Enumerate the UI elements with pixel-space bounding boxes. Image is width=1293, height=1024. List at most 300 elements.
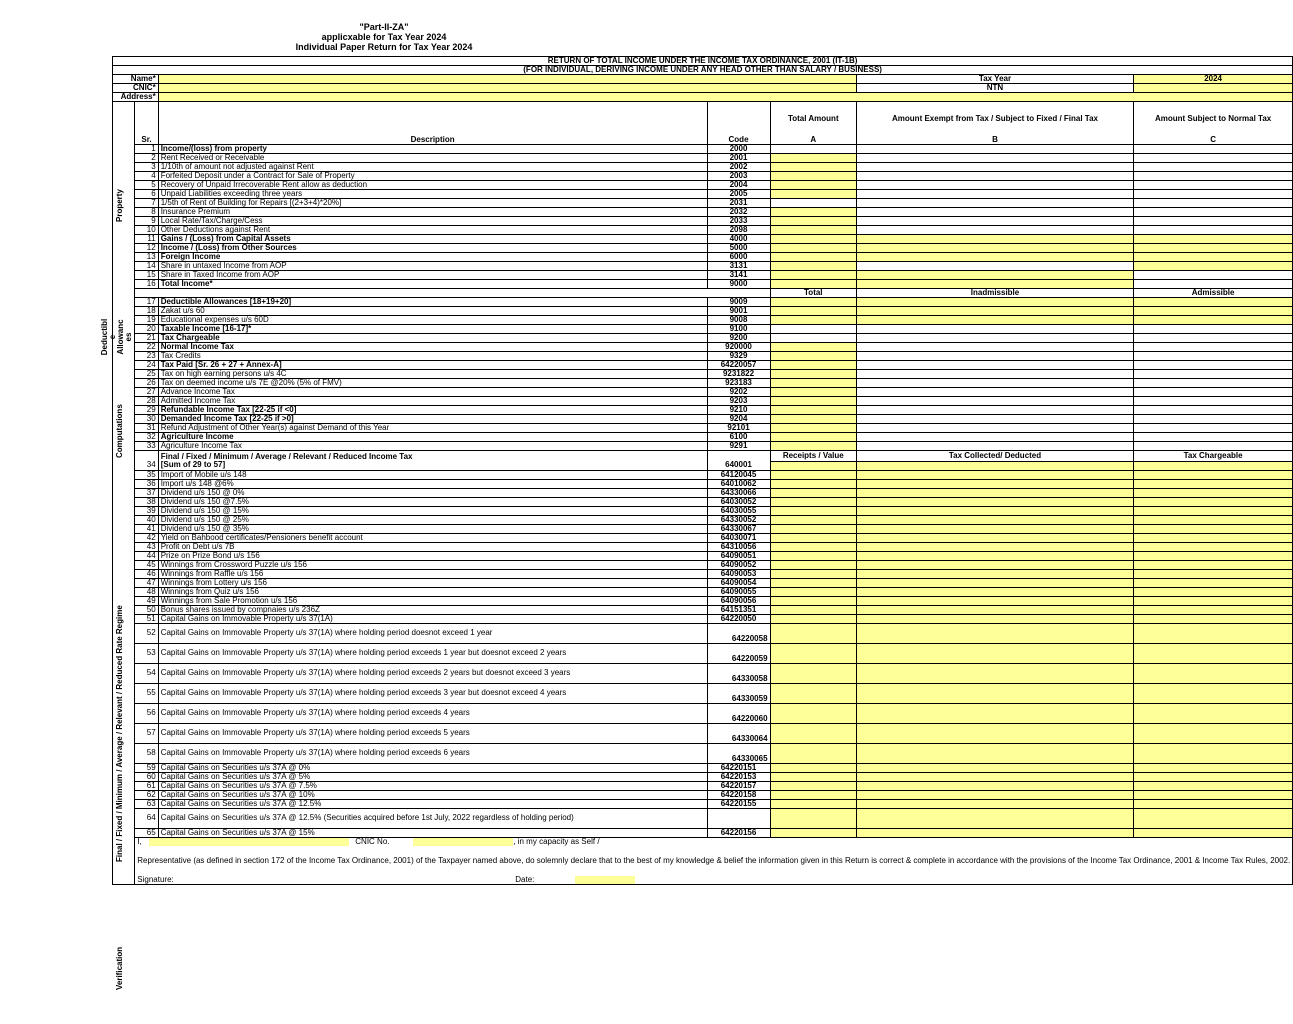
value-col-b[interactable]	[857, 163, 1134, 172]
value-col-c[interactable]	[1133, 271, 1292, 280]
value-col-a[interactable]	[770, 226, 857, 235]
row-sr: 57	[135, 723, 158, 743]
value-col-b[interactable]	[857, 253, 1134, 262]
row-sr: 5	[135, 181, 158, 190]
row-code: 64220155	[707, 799, 770, 808]
value-col-c[interactable]	[1133, 578, 1292, 587]
value-col-c[interactable]	[1133, 226, 1292, 235]
address-field[interactable]	[158, 93, 1293, 102]
value-col-b[interactable]	[857, 781, 1134, 790]
row-description: Tax Chargeable	[158, 334, 707, 343]
value-col-a[interactable]	[770, 551, 857, 560]
value-col-a[interactable]	[770, 208, 857, 217]
value-col-a[interactable]	[770, 569, 857, 578]
value-col-c[interactable]	[1133, 506, 1292, 515]
value-col-c[interactable]	[1133, 244, 1292, 253]
value-col-b[interactable]	[857, 479, 1134, 488]
row-code: 64220059	[707, 643, 770, 663]
row-code: 64090052	[707, 560, 770, 569]
value-col-b[interactable]	[857, 406, 1134, 415]
value-col-b[interactable]	[857, 663, 1134, 683]
row-code: 64220156	[707, 828, 770, 837]
value-col-c[interactable]	[1133, 406, 1292, 415]
row-code: 6100	[707, 433, 770, 442]
table-row	[113, 145, 1293, 154]
value-col-a[interactable]	[770, 663, 857, 683]
row34-title: Final / Fixed / Minimum / Average / Relevant / Reduced Income Tax	[158, 451, 707, 462]
value-col-c[interactable]	[1133, 743, 1292, 763]
value-col-b[interactable]	[857, 569, 1134, 578]
value-col-c[interactable]	[1133, 334, 1292, 343]
row-description: Educational expenses u/s 60D	[158, 316, 707, 325]
value-col-b[interactable]	[857, 235, 1134, 244]
value-col-a[interactable]	[770, 316, 857, 325]
value-col-a[interactable]	[770, 217, 857, 226]
row-sr: 58	[135, 743, 158, 763]
ntn-field[interactable]	[1133, 84, 1292, 93]
value-col-b[interactable]	[857, 828, 1134, 837]
table-row	[113, 334, 1293, 343]
value-col-c[interactable]	[1133, 397, 1292, 406]
row-side-blank	[113, 623, 135, 643]
value-col-c[interactable]	[1133, 703, 1292, 723]
row-side-blank	[113, 479, 135, 488]
value-col-c[interactable]	[1133, 262, 1292, 271]
row-code: 64030052	[707, 497, 770, 506]
row-description: Dividend u/s 150 @ 35%	[158, 524, 707, 533]
value-col-c[interactable]	[1133, 470, 1292, 479]
row-sr: 51	[135, 614, 158, 623]
table-row	[113, 551, 1293, 560]
value-col-a[interactable]	[770, 424, 857, 433]
value-col-a[interactable]	[770, 370, 857, 379]
value-col-c[interactable]	[1133, 325, 1292, 334]
value-col-a[interactable]	[770, 352, 857, 361]
value-col-a[interactable]	[770, 828, 857, 837]
table-row	[113, 560, 1293, 569]
value-col-a[interactable]	[770, 244, 857, 253]
table-row	[113, 723, 1293, 743]
value-col-a[interactable]	[770, 334, 857, 343]
value-col-b[interactable]	[857, 790, 1134, 799]
value-col-a[interactable]	[770, 587, 857, 596]
value-col-b[interactable]	[857, 808, 1134, 828]
value-col-c[interactable]	[1133, 190, 1292, 199]
value-col-a[interactable]	[770, 470, 857, 479]
value-col-c[interactable]	[1133, 424, 1292, 433]
row-sr: 10	[135, 226, 158, 235]
value-col-a[interactable]	[770, 307, 857, 316]
table-row	[113, 808, 1293, 828]
value-col-a[interactable]	[770, 433, 857, 442]
value-col-b[interactable]	[857, 370, 1134, 379]
value-col-a[interactable]	[770, 497, 857, 506]
row-code: 64010062	[707, 479, 770, 488]
row-code: 923183	[707, 379, 770, 388]
value-col-b[interactable]	[857, 154, 1134, 163]
value-col-c[interactable]	[1133, 235, 1292, 244]
value-col-b[interactable]	[857, 298, 1134, 307]
table-row	[113, 217, 1293, 226]
value-col-c[interactable]	[1133, 828, 1292, 837]
row-side-blank	[113, 415, 135, 424]
value-col-c[interactable]	[1133, 361, 1292, 370]
value-col-b[interactable]	[857, 596, 1134, 605]
row-sr: 32	[135, 433, 158, 442]
value-col-a[interactable]	[770, 262, 857, 271]
value-col-a[interactable]	[770, 488, 857, 497]
row-code: 6000	[707, 253, 770, 262]
value-col-b[interactable]	[857, 424, 1134, 433]
value-col-c[interactable]	[1133, 772, 1292, 781]
row-description: Rent Received or Receivable	[158, 154, 707, 163]
value-col-a[interactable]	[770, 406, 857, 415]
value-col-b[interactable]	[857, 181, 1134, 190]
row-side-blank	[113, 307, 135, 316]
value-col-b[interactable]	[857, 262, 1134, 271]
value-col-a[interactable]	[770, 808, 857, 828]
value-col-a[interactable]	[770, 703, 857, 723]
value-col-a[interactable]	[770, 154, 857, 163]
value-col-a[interactable]	[770, 181, 857, 190]
value-col-b[interactable]	[857, 623, 1134, 643]
value-col-a[interactable]	[770, 461, 857, 470]
row-code	[707, 808, 770, 828]
table-row	[113, 605, 1293, 614]
col-header-inadmissible: Inadmissible	[857, 289, 1134, 298]
value-col-b[interactable]	[857, 145, 1134, 154]
value-col-c[interactable]	[1133, 763, 1292, 772]
value-col-b[interactable]	[857, 578, 1134, 587]
value-col-b[interactable]	[857, 415, 1134, 424]
value-col-b[interactable]	[857, 208, 1134, 217]
value-col-b[interactable]	[857, 614, 1134, 623]
row-side-blank	[113, 244, 135, 253]
value-col-c[interactable]	[1133, 154, 1292, 163]
value-col-b[interactable]	[857, 172, 1134, 181]
value-col-c[interactable]	[1133, 461, 1292, 470]
row-code: 9100	[707, 325, 770, 334]
value-col-a[interactable]	[770, 172, 857, 181]
row-side-blank	[113, 808, 135, 828]
value-col-c[interactable]	[1133, 307, 1292, 316]
value-col-b[interactable]	[857, 199, 1134, 208]
row-description: Winnings from Raffle u/s 156	[158, 569, 707, 578]
value-col-a[interactable]	[770, 763, 857, 772]
section-label-computations: Computations	[115, 404, 124, 458]
row-side-blank	[113, 683, 135, 703]
table-row	[113, 379, 1293, 388]
value-col-b[interactable]	[857, 334, 1134, 343]
value-col-c[interactable]	[1133, 614, 1292, 623]
cnic-field[interactable]	[158, 84, 856, 93]
value-col-a[interactable]	[770, 199, 857, 208]
row-side-blank	[113, 461, 135, 470]
row-description: Import of Mobile u/s 148	[158, 470, 707, 479]
value-col-a[interactable]	[770, 533, 857, 542]
value-col-c[interactable]	[1133, 217, 1292, 226]
value-col-a[interactable]	[770, 479, 857, 488]
value-col-c[interactable]	[1133, 298, 1292, 307]
table-row	[113, 799, 1293, 808]
value-col-b[interactable]	[857, 325, 1134, 334]
value-col-a[interactable]	[770, 623, 857, 643]
value-col-a[interactable]	[770, 781, 857, 790]
value-col-b[interactable]	[857, 605, 1134, 614]
value-col-b[interactable]	[857, 587, 1134, 596]
value-col-c[interactable]	[1133, 379, 1292, 388]
row-sr: 28	[135, 397, 158, 406]
value-col-a[interactable]	[770, 723, 857, 743]
value-col-c[interactable]	[1133, 799, 1292, 808]
row-sr: 35	[135, 470, 158, 479]
value-col-b[interactable]	[857, 506, 1134, 515]
value-col-a[interactable]	[770, 596, 857, 605]
value-col-b[interactable]	[857, 560, 1134, 569]
row-side-blank	[113, 781, 135, 790]
value-col-a[interactable]	[770, 190, 857, 199]
value-col-c[interactable]	[1133, 643, 1292, 663]
value-col-a[interactable]	[770, 397, 857, 406]
value-col-b[interactable]	[857, 442, 1134, 451]
row-sr: 8	[135, 208, 158, 217]
row-sr: 33	[135, 442, 158, 451]
value-col-c[interactable]	[1133, 790, 1292, 799]
table-row	[113, 614, 1293, 623]
value-col-c[interactable]	[1133, 172, 1292, 181]
value-col-a[interactable]	[770, 799, 857, 808]
row-side-blank	[113, 433, 135, 442]
row-code: 64330059	[707, 683, 770, 703]
value-col-a[interactable]	[770, 578, 857, 587]
table-row	[113, 361, 1293, 370]
date-field[interactable]	[575, 876, 635, 884]
row-side-blank	[113, 587, 135, 596]
row-code: 2004	[707, 181, 770, 190]
table-row	[113, 623, 1293, 643]
value-col-b[interactable]	[857, 461, 1134, 470]
value-col-c[interactable]	[1133, 497, 1292, 506]
row-description: Refundable Income Tax [22-25 if <0]	[158, 406, 707, 415]
value-col-b[interactable]	[857, 316, 1134, 325]
value-col-b[interactable]	[857, 515, 1134, 524]
value-col-c[interactable]	[1133, 596, 1292, 605]
value-col-a[interactable]	[770, 415, 857, 424]
tax-year-label: Tax Year	[857, 75, 1134, 84]
value-col-b[interactable]	[857, 703, 1134, 723]
value-col-b[interactable]	[857, 643, 1134, 663]
value-col-a[interactable]	[770, 388, 857, 397]
value-col-a[interactable]	[770, 614, 857, 623]
value-col-c[interactable]	[1133, 560, 1292, 569]
value-col-a[interactable]	[770, 298, 857, 307]
row-description: Tax Credits	[158, 352, 707, 361]
value-col-c[interactable]	[1133, 208, 1292, 217]
value-col-b[interactable]	[857, 542, 1134, 551]
row-description: Local Rate/Tax/Charge/Cess	[158, 217, 707, 226]
value-col-c[interactable]	[1133, 781, 1292, 790]
value-col-b[interactable]	[857, 343, 1134, 352]
row-side-blank	[113, 560, 135, 569]
value-col-b[interactable]	[857, 190, 1134, 199]
value-col-a[interactable]	[770, 605, 857, 614]
row-description: 1/10th of amount not adjusted against Rent	[158, 163, 707, 172]
value-col-c[interactable]	[1133, 723, 1292, 743]
row-code: 64220057	[707, 361, 770, 370]
value-col-a[interactable]	[770, 253, 857, 262]
value-col-c[interactable]	[1133, 370, 1292, 379]
value-col-c[interactable]	[1133, 488, 1292, 497]
value-col-c[interactable]	[1133, 542, 1292, 551]
value-col-b[interactable]	[857, 524, 1134, 533]
row-code: 2098	[707, 226, 770, 235]
value-col-b[interactable]	[857, 307, 1134, 316]
row-sr: 53	[135, 643, 158, 663]
verification-row	[113, 846, 1293, 876]
row-side-blank	[113, 470, 135, 479]
row-description: Forfeited Deposit under a Contract for Sale of Property	[158, 172, 707, 181]
value-col-b[interactable]	[857, 433, 1134, 442]
value-col-b[interactable]	[857, 497, 1134, 506]
table-row	[113, 488, 1293, 497]
value-col-c[interactable]	[1133, 163, 1292, 172]
value-col-c[interactable]	[1133, 551, 1292, 560]
value-col-c[interactable]	[1133, 199, 1292, 208]
row-side-blank	[113, 370, 135, 379]
row-description: Prize on Prize Bond u/s 156	[158, 551, 707, 560]
value-col-b[interactable]	[857, 743, 1134, 763]
row-description: Foreign Income	[158, 253, 707, 262]
value-col-c[interactable]	[1133, 145, 1292, 154]
value-col-a[interactable]	[770, 361, 857, 370]
value-col-a[interactable]	[770, 145, 857, 154]
value-col-c[interactable]	[1133, 388, 1292, 397]
declarant-cnic-field[interactable]	[413, 838, 513, 846]
value-col-a[interactable]	[770, 271, 857, 280]
row-sr: 12	[135, 244, 158, 253]
row-side-blank	[113, 316, 135, 325]
value-col-a[interactable]	[770, 643, 857, 663]
value-col-c[interactable]	[1133, 433, 1292, 442]
row-side-blank	[113, 190, 135, 199]
value-col-a[interactable]	[770, 560, 857, 569]
value-col-b[interactable]	[857, 388, 1134, 397]
row-side-blank	[113, 497, 135, 506]
row-description: Agriculture Income Tax	[158, 442, 707, 451]
value-col-a[interactable]	[770, 235, 857, 244]
table-row	[113, 533, 1293, 542]
verification-row	[113, 876, 1293, 885]
row-description: Capital Gains on Securities u/s 37A @ 7.5%	[158, 781, 707, 790]
value-col-b[interactable]	[857, 799, 1134, 808]
name-field[interactable]	[158, 75, 856, 84]
value-col-a[interactable]	[770, 325, 857, 334]
value-col-b[interactable]	[857, 226, 1134, 235]
row-code: 5000	[707, 244, 770, 253]
value-col-c[interactable]	[1133, 663, 1292, 683]
form-subtitle: Individual Paper Return for Tax Year 2024	[295, 42, 473, 52]
value-col-c[interactable]	[1133, 181, 1292, 190]
value-col-a[interactable]	[770, 515, 857, 524]
value-col-b[interactable]	[857, 551, 1134, 560]
value-col-a[interactable]	[770, 442, 857, 451]
value-col-c[interactable]	[1133, 808, 1292, 828]
value-col-b[interactable]	[857, 217, 1134, 226]
value-col-b[interactable]	[857, 379, 1134, 388]
row-description: Capital Gains on Immovable Property u/s 37(1A) where holding period exceeds 5 years	[158, 723, 707, 743]
value-col-a[interactable]	[770, 743, 857, 763]
row-side-blank	[113, 451, 135, 462]
row-sr: 64	[135, 808, 158, 828]
value-col-c[interactable]	[1133, 316, 1292, 325]
i-label: I,	[137, 836, 142, 846]
row-side-blank	[113, 596, 135, 605]
value-col-c[interactable]	[1133, 515, 1292, 524]
value-col-b[interactable]	[857, 488, 1134, 497]
row-code: 9204	[707, 415, 770, 424]
row-side-blank	[113, 578, 135, 587]
value-col-a[interactable]	[770, 343, 857, 352]
value-col-c[interactable]	[1133, 533, 1292, 542]
value-col-a[interactable]	[770, 524, 857, 533]
value-col-c[interactable]	[1133, 352, 1292, 361]
value-col-a[interactable]	[770, 163, 857, 172]
row-code: 4000	[707, 235, 770, 244]
row-sr: 56	[135, 703, 158, 723]
declarant-name-field[interactable]	[149, 838, 349, 846]
value-col-b[interactable]	[857, 397, 1134, 406]
row-sr: 7	[135, 199, 158, 208]
value-col-a[interactable]	[770, 683, 857, 703]
row-code: 64090053	[707, 569, 770, 578]
row-code: 9231822	[707, 370, 770, 379]
row-code: 2003	[707, 172, 770, 181]
value-col-b[interactable]	[857, 533, 1134, 542]
value-col-b[interactable]	[857, 271, 1134, 280]
value-col-c[interactable]	[1133, 524, 1292, 533]
value-col-c[interactable]	[1133, 253, 1292, 262]
row-sr: 47	[135, 578, 158, 587]
value-col-a[interactable]	[770, 542, 857, 551]
row-side-blank	[113, 352, 135, 361]
value-col-c[interactable]	[1133, 587, 1292, 596]
value-col-a[interactable]	[770, 506, 857, 515]
value-col-c[interactable]	[1133, 605, 1292, 614]
value-col-a[interactable]	[770, 790, 857, 799]
row-sr: 18	[135, 307, 158, 316]
value-col-b[interactable]	[857, 361, 1134, 370]
value-col-c[interactable]	[1133, 479, 1292, 488]
value-col-a[interactable]	[770, 379, 857, 388]
value-col-c[interactable]	[1133, 415, 1292, 424]
value-col-b[interactable]	[857, 683, 1134, 703]
value-col-b[interactable]	[857, 763, 1134, 772]
value-col-a[interactable]	[770, 772, 857, 781]
value-col-b[interactable]	[857, 352, 1134, 361]
value-col-b[interactable]	[857, 772, 1134, 781]
value-col-c[interactable]	[1133, 343, 1292, 352]
row-description: Capital Gains on Securities u/s 37A @ 10%	[158, 790, 707, 799]
row-sr: 60	[135, 772, 158, 781]
value-col-c[interactable]	[1133, 442, 1292, 451]
value-col-c[interactable]	[1133, 569, 1292, 578]
value-col-b[interactable]	[857, 470, 1134, 479]
value-col-c[interactable]	[1133, 623, 1292, 643]
row-side-blank	[113, 643, 135, 663]
value-col-c[interactable]	[1133, 683, 1292, 703]
value-col-b[interactable]	[857, 244, 1134, 253]
value-col-b[interactable]	[857, 723, 1134, 743]
